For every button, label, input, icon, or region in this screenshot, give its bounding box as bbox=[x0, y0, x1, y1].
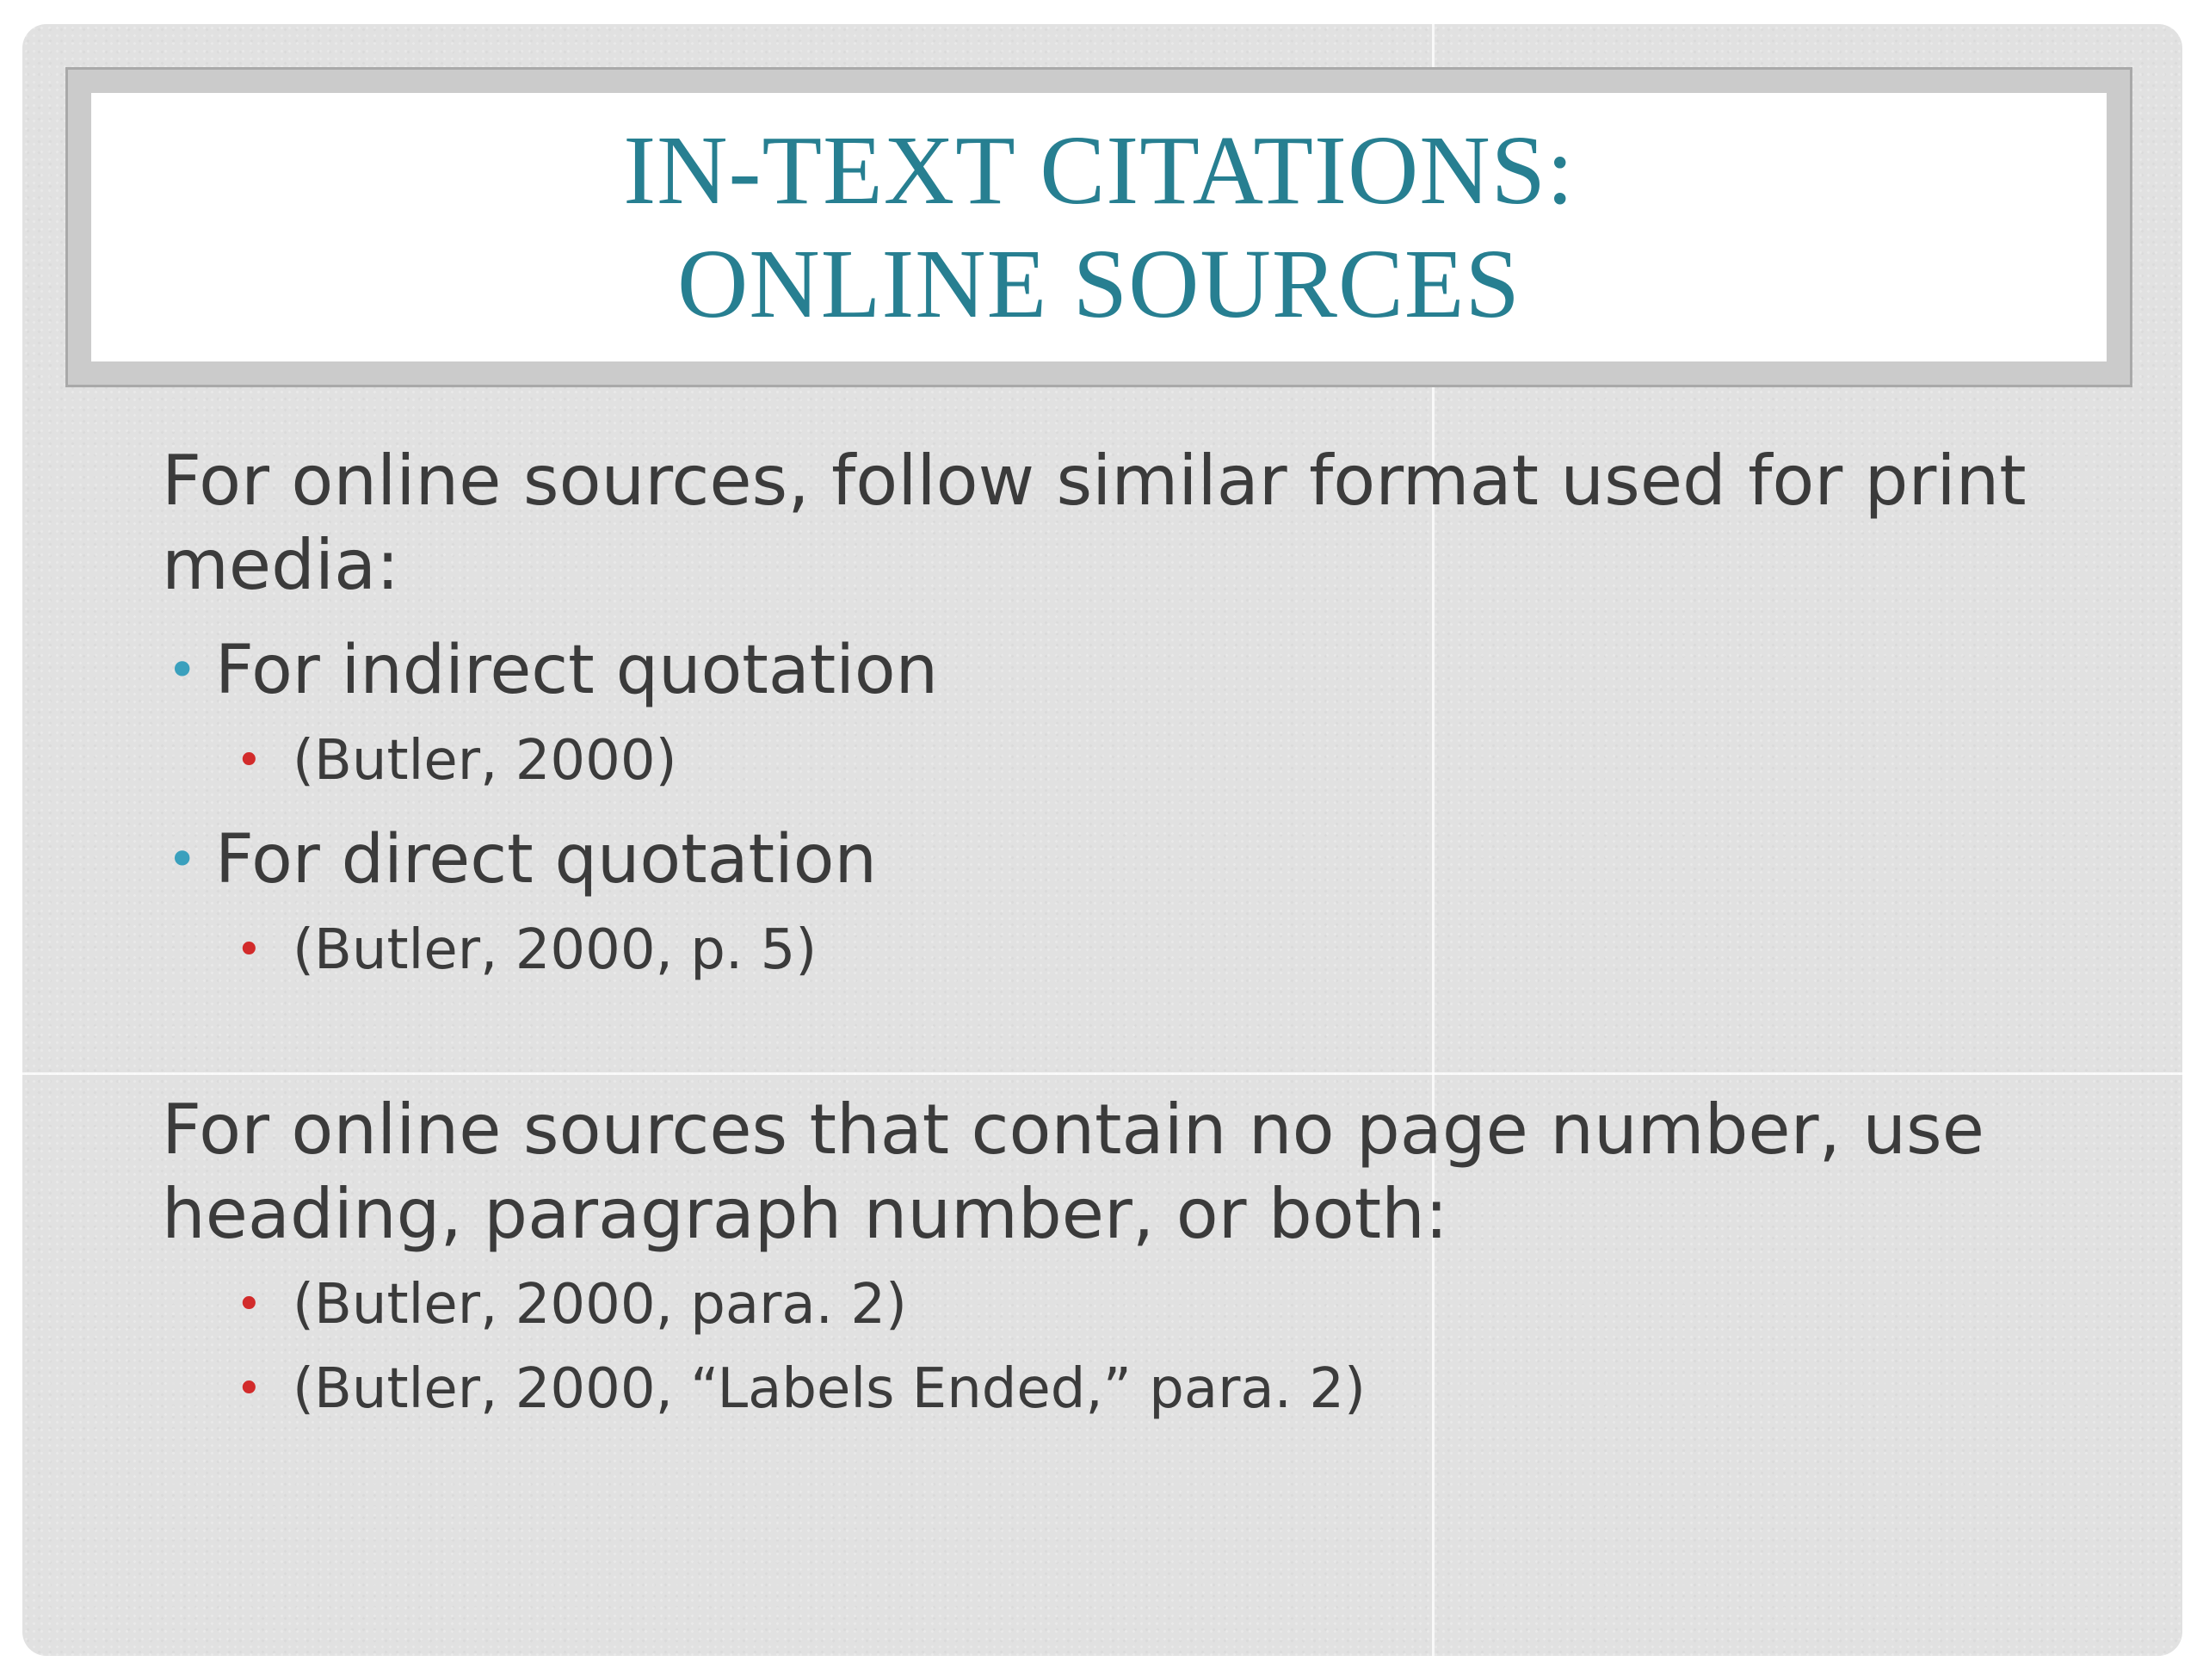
spacer bbox=[162, 986, 2089, 1088]
bullet-icon: • bbox=[167, 640, 198, 701]
slide-title-line-2: ONLINE SOURCES bbox=[677, 229, 1521, 338]
slide-body bbox=[162, 439, 2089, 1425]
bullet-icon: • bbox=[236, 1279, 262, 1331]
bullet-icon: • bbox=[236, 1363, 262, 1415]
list-item-indirect bbox=[162, 628, 2089, 713]
no-page-paragraph: For online sources that contain no page number, use heading, paragraph number, or both: bbox=[162, 1090, 1984, 1254]
list-item-label: For direct quotation bbox=[215, 821, 877, 899]
citation-example: (Butler, 2000, para. 2) bbox=[293, 1273, 907, 1337]
slide bbox=[22, 24, 2182, 1656]
sub-list-item bbox=[162, 914, 2089, 986]
sub-list-item bbox=[162, 1353, 2089, 1425]
citation-example: (Butler, 2000) bbox=[293, 729, 677, 793]
bullet-icon: • bbox=[236, 924, 262, 976]
list-item-label: For indirect quotation bbox=[215, 632, 939, 709]
intro-paragraph: For online sources, follow similar format used for print media: bbox=[162, 441, 2027, 605]
citation-example: (Butler, 2000, p. 5) bbox=[293, 918, 818, 982]
title-box bbox=[91, 93, 2107, 361]
sub-list-item bbox=[162, 725, 2089, 797]
list-item-direct bbox=[162, 818, 2089, 902]
slide-title-line-1: IN-TEXT CITATIONS: bbox=[623, 115, 1575, 225]
bullet-icon: • bbox=[236, 735, 262, 787]
title-frame bbox=[65, 67, 2132, 387]
citation-example: (Butler, 2000, “Labels Ended,” para. 2) bbox=[293, 1357, 1366, 1421]
bullet-icon: • bbox=[167, 830, 198, 890]
sub-list-item bbox=[162, 1269, 2089, 1341]
